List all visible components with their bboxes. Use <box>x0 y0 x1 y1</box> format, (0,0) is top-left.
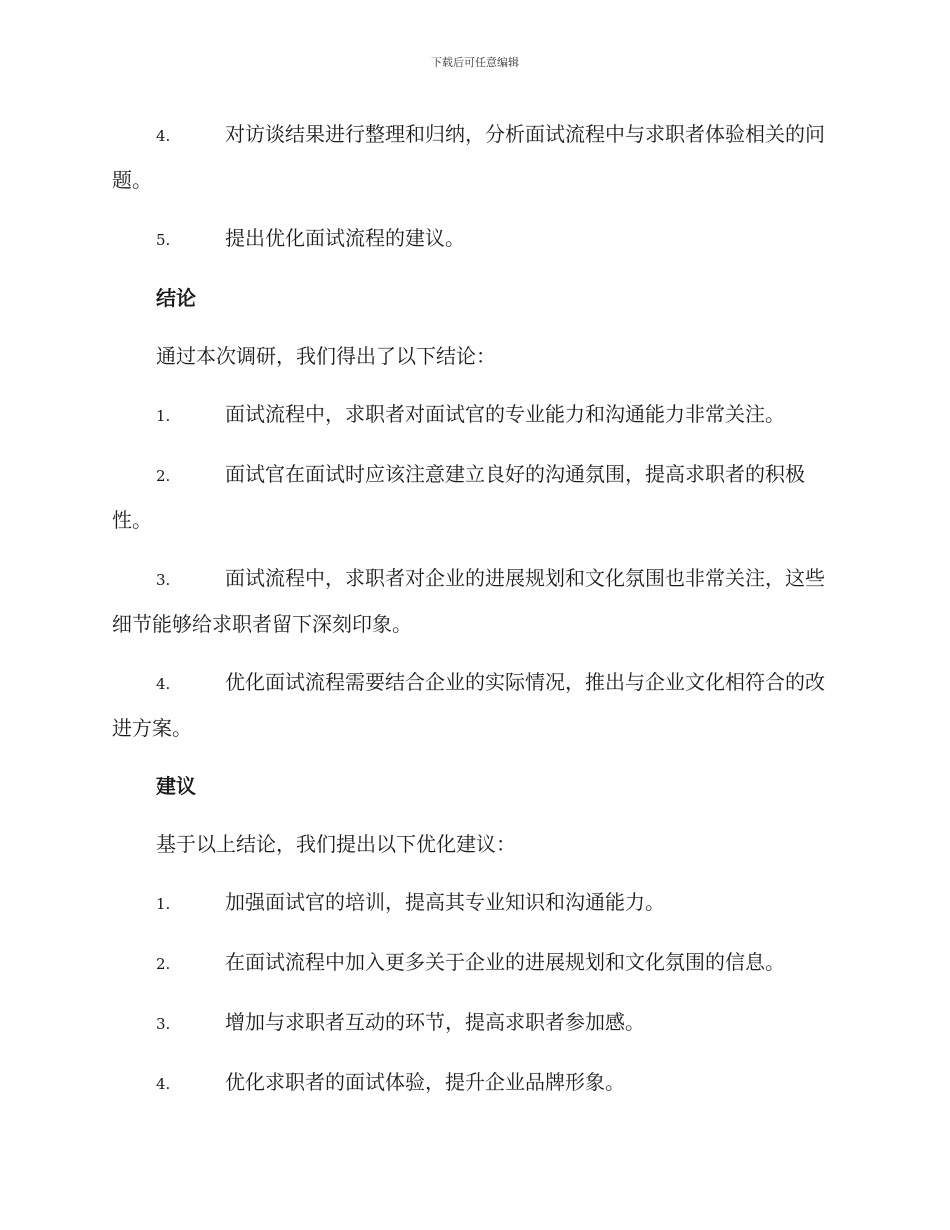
section-heading-conclusion: 结论 <box>156 286 196 310</box>
list-text: 面试流程中，求职者对面试官的专业能力和沟通能力非常关注。 <box>225 402 785 426</box>
list-item <box>112 112 834 202</box>
list-text: 优化面试流程需要结合企业的实际情况，推出与企业文化相符合的改进方案。 <box>112 670 825 740</box>
section-lead-suggestion: 基于以上结论，我们提出以下优化建议： <box>156 832 516 856</box>
document-body <box>112 112 834 1120</box>
list-item <box>112 940 834 986</box>
list-number: 2. <box>156 955 171 973</box>
list-item <box>112 880 834 926</box>
list-number: 3. <box>156 1015 171 1033</box>
list-number: 1. <box>156 407 171 425</box>
list-text: 面试流程中，求职者对企业的进展规划和文化氛围也非常关注，这些细节能够给求职者留下深刻印象。 <box>112 566 825 636</box>
list-item <box>112 392 834 438</box>
list-number: 4. <box>156 1075 171 1093</box>
list-text: 对访谈结果进行整理和归纳，分析面试流程中与求职者体验相关的问题。 <box>112 122 825 192</box>
list-item <box>112 1000 834 1046</box>
section-heading-suggestion: 建议 <box>156 774 196 798</box>
list-text: 面试官在面试时应该注意建立良好的沟通氛围，提高求职者的积极性。 <box>112 462 805 532</box>
list-item <box>112 452 834 542</box>
list-number: 2. <box>156 467 171 485</box>
list-text: 增加与求职者互动的环节，提高求职者参加感。 <box>225 1010 645 1034</box>
list-number: 4. <box>156 127 171 145</box>
list-item <box>112 1060 834 1106</box>
list-item <box>112 660 834 750</box>
list-text: 优化求职者的面试体验，提升企业品牌形象。 <box>225 1070 625 1094</box>
list-text: 在面试流程中加入更多关于企业的进展规划和文化氛围的信息。 <box>225 950 785 974</box>
list-text: 加强面试官的培训，提高其专业知识和沟通能力。 <box>225 890 665 914</box>
list-text: 提出优化面试流程的建议。 <box>225 226 465 250</box>
section-lead-conclusion: 通过本次调研，我们得出了以下结论： <box>156 344 496 368</box>
list-number: 5. <box>156 231 171 249</box>
list-number: 4. <box>156 675 171 693</box>
list-item <box>112 556 834 646</box>
list-item <box>112 216 834 262</box>
list-number: 1. <box>156 895 171 913</box>
page-header: 下载后可任意编辑 <box>431 56 519 69</box>
list-number: 3. <box>156 571 171 589</box>
